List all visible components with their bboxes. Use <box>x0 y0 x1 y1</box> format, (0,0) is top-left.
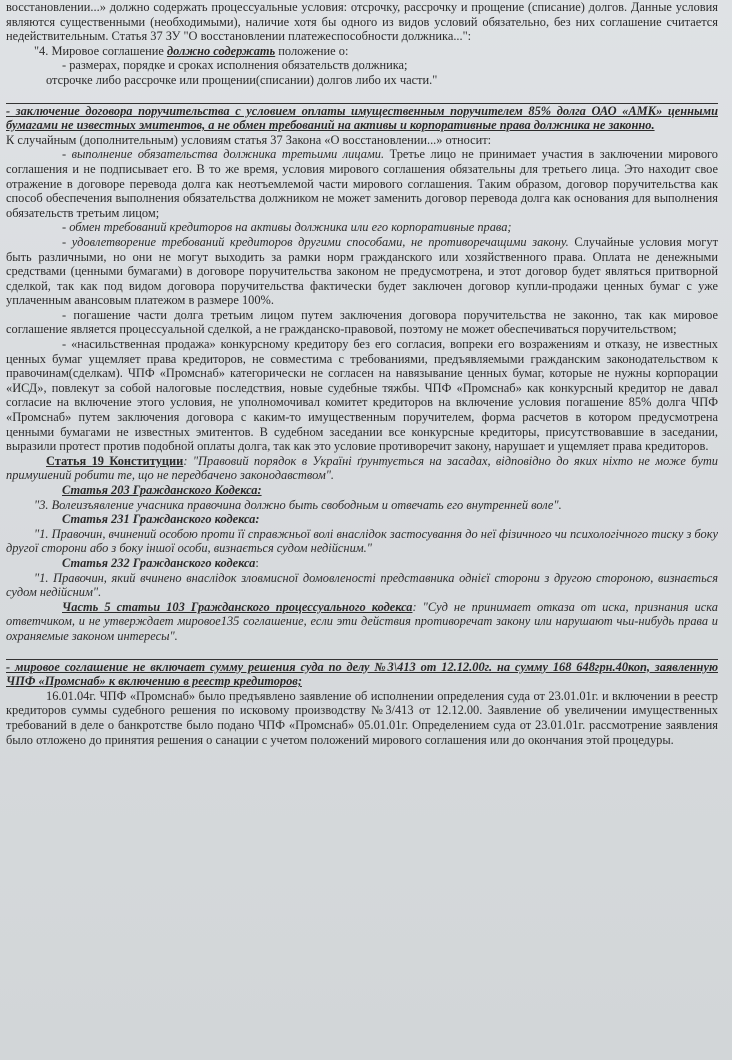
article-19-constitution: Статья 19 Конституции: "Правовий порядок в Україні ґрунтується на засадах, відповідно до яких ніхто не може бути примушений робити те, що не передбачено законодавством". <box>6 453 718 483</box>
quote-list-item-1: - размерах, порядке и сроках исполнения обязательств должника; <box>62 58 408 73</box>
section-heading-settlement: - мировое соглашение не включает сумму решения суда по делу №3\413 от 12.12.00г. на сумму 168 648грн.40коп, заявленную ЧПФ «Промснаб» к включению в реестр кредиторов; <box>6 659 718 689</box>
paragraph-promsnab-claim: 16.01.04г. ЧПФ «Промснаб» было предъявлено заявление об исполнении определения суда от 23.01.01г. и включении в реестр кредиторов суммы судебного решения по исковому производству №3/413 от 12.12.00. Заявление об увеличении имущественных требований в деле о банкротстве было подано ЧПФ «Промснаб» 05.01.01г. Определением суда от 23.01.01г. рассмотрение заявления было отложено до принятия решения о санации с учетом положений мирового соглашения или до окончания этой процедуры. <box>6 688 718 747</box>
article-232-text: "1. Правочин, який вчинено внаслідок зловмисної домовленості представника однієї сторони з другою стороною, визнається судом недійсним". <box>6 570 718 600</box>
article-203-heading: Статья 203 Гражданского Кодекса: <box>62 483 262 497</box>
paragraph-intro: восстановлении...» должно содержать процессуальные условия: отсрочку, рассрочку и прощение (списание) долгов. Данные условия являются существенными (необходимыми), наличие хотя бы одного из видов условий обязательно, без них соглашение считается недействительным. Статья 37 ЗУ "О восстановлении платежеспособности должника...": <box>6 0 718 44</box>
paragraph-other-methods: - удовлетворение требований кредиторов другими способами, не противоречащими закону. Случайные условия могут быть различными, но они не могут выходить за рамки норм гражданского или хозяйственного права. Оплата не денежными средствами (ценными бумагами) в договоре поручительства законом не предусмотрена, и этот договор будет являться притворной сделкой, так как под видом договора поручительства фактически будет заключен договор купли-продажи ценных бумаг с уже уплаченным авансовым платежом в размере 100%. <box>6 234 718 308</box>
quote-article-37: "4. Мировое соглашение должно содержать положение о: <box>34 43 349 58</box>
paragraph-debt-repayment: - погашение части долга третьим лицом путем заключения договора поручительства не законно, так как мировое соглашение является процессуальной сделкой, а не гражданско-правовой, поэтому не может обеспечиваться поручительством; <box>6 307 718 337</box>
paragraph-random-conditions: К случайным (дополнительным) условиям статья 37 Закона «О восстановлении...» относит: <box>6 132 492 147</box>
article-231-text: "1. Правочин, вчинений особою проти її справжньої волі внаслідок застосування до неї фізичного чи психологічного тиску з боку другої сторони або з боку іншої особи, визнається судом недійсним." <box>6 526 718 556</box>
article-203-text: "3. Волеизъявление учасника правочина должно быть свободным и отвечать его внутренней воле". <box>34 497 562 512</box>
article-232-heading: Статья 232 Гражданского кодекса: <box>62 555 259 570</box>
paragraph-third-parties: - выполнение обязательства должника третьими лицами. Третье лицо не принимает участия в заключении мирового соглашения и не подписывает его. В то же время, условия мирового соглашения обязательны для третьего лица. Это находит свое отражение в договоре перевода долга как неотъемлемой части мирового соглашения. Таким образом, договор поручительства как способ обеспечения выполнения обязательства должником не может заменить договор перевода долга как основания для выполнения обязательств третьим лицом; <box>6 147 718 220</box>
paragraph-exchange-claims: - обмен требований кредиторов на активы должника или его корпоративные права; <box>62 220 512 235</box>
section-heading-guarantee: - заключение договора поручительства с условием оплаты имущественным поручителем 85% долга ОАО «АМК» ценными бумагами не известных эмитентов, а не обмен требований на активы и корпоративные права должника не законно. <box>6 103 718 133</box>
article-103-civil-procedure: Часть 5 статьи 103 Гражданского процессуального кодекса: "Суд не принимает отказа от иска, признания иска ответчиком, и не утверждает мировое135 соглашение, если эти действия противоречат закону или нарушают чьи-нибудь права и охраняемые законом интересы". <box>6 599 718 643</box>
emphasis-must-contain: должно содержать <box>166 43 276 58</box>
paragraph-forced-sale: - «насильственная продажа» конкурсному кредитору без его согласия, вопреки его возражениям и отказу, не известных ценных бумаг ущемляет права кредиторов, не совместима с требованиями, предъявляемыми гражданским законодательством к правочинам(сделкам). ЧПФ «Промснаб» категорически не согласен на навязывание ценных бумаг, которые не нужны корпорации «ИСД», повлекут за собой налоговые последствия, новые судебные тяжбы. ЧПФ «Промснаб» как конкурсный кредитор не давал согласие на включение этого условия, не уполномочивал комитет кредиторов на включение условия погашение 85% долга ЧПФ «Промснаб» путем заключения договора с каким-то имущественным поручителем, форма расчетов в котором предусмотрена ценными бумагами не известных эмитентов. В судебном заседании все конкурсные кредиторы, присутствовавшие в заседании, выразили протест против подобной оплаты долга, так как это условие противоречит закону, нарушает и ущемляет права кредиторов. <box>6 337 718 454</box>
quote-list-item-2: отсрочке либо рассрочке или прощении(списании) долгов либо их части." <box>46 72 438 87</box>
article-231-heading: Статья 231 Гражданского кодекса: <box>62 512 260 527</box>
